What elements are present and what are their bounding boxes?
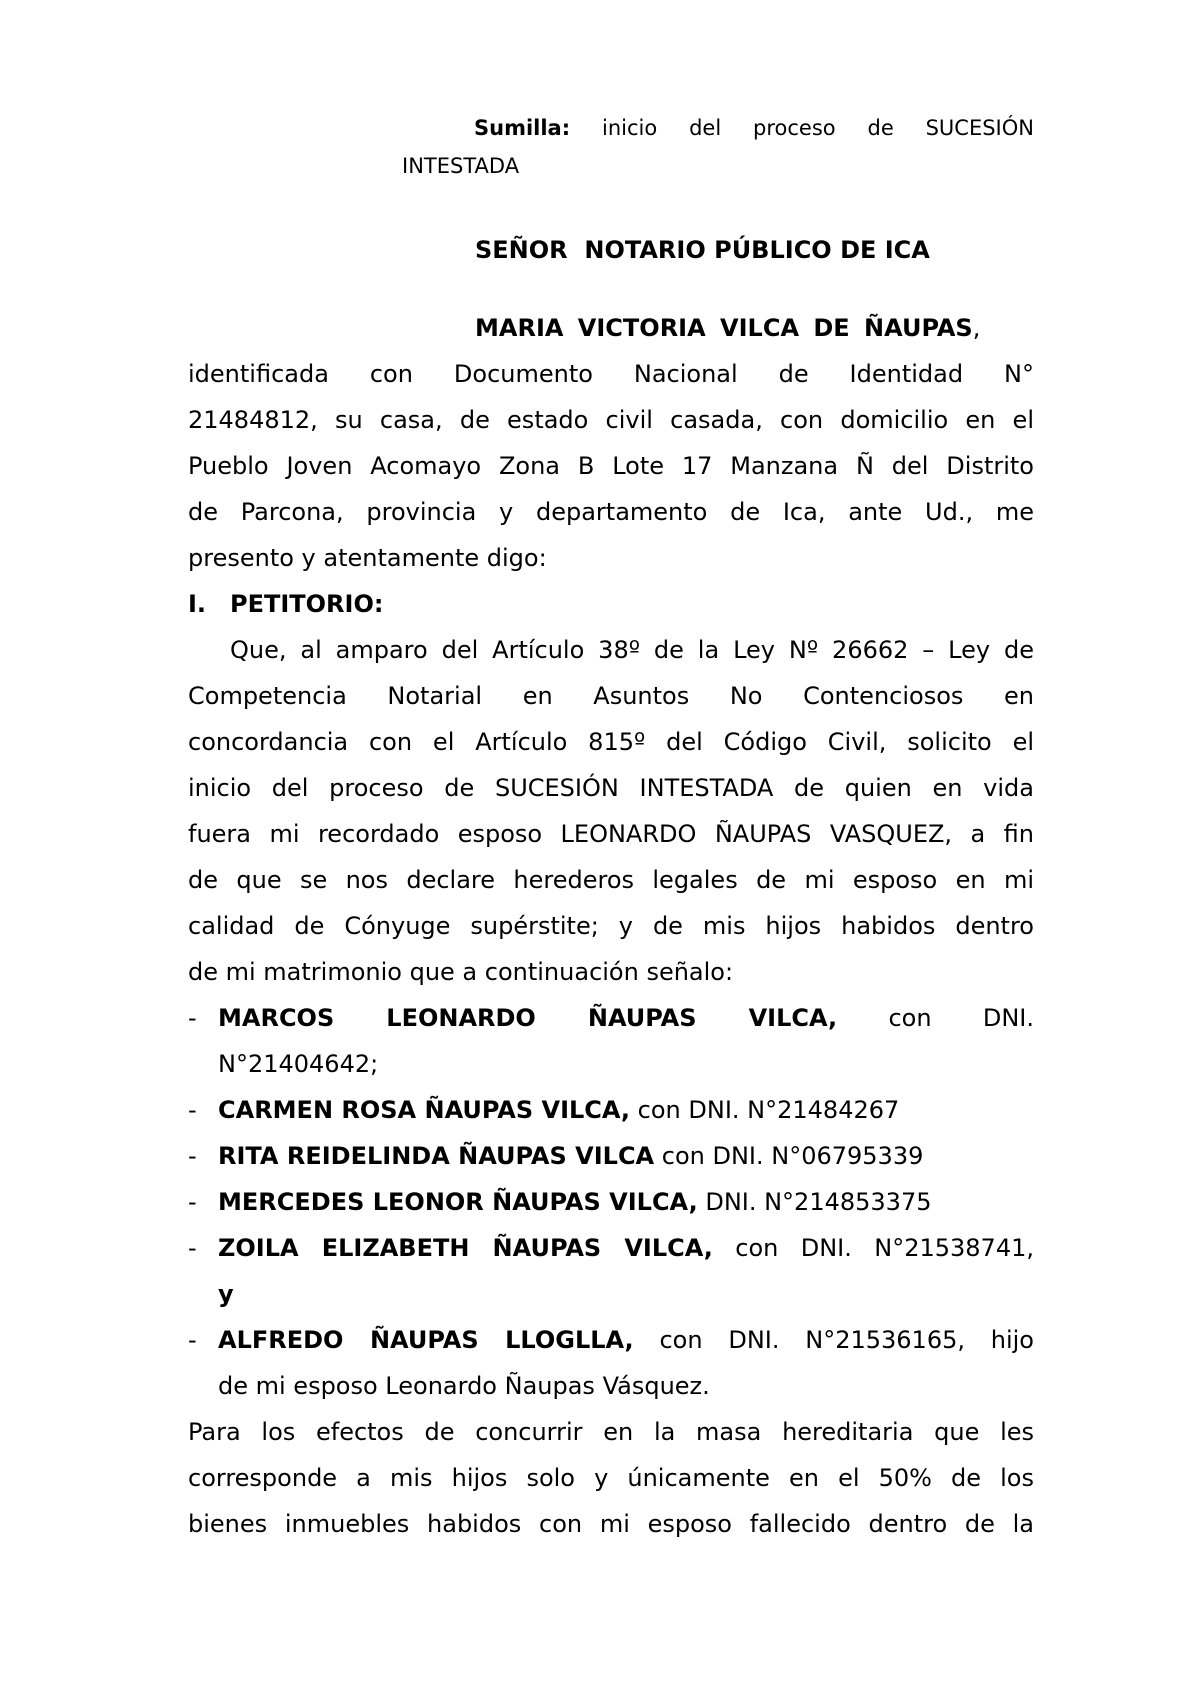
sumilla-label: Sumilla:: [474, 116, 571, 140]
list-dash: -: [188, 1096, 197, 1124]
sumilla-text: inicio del proceso de SUCESIÓN: [602, 116, 1034, 140]
closing-line: bienes inmuebles habidos con mi esposo fallecido dentro de la: [188, 1510, 1034, 1538]
petitioner-name: MARIA VICTORIA VILCA DE ÑAUPAS: [475, 314, 973, 342]
addressee-title: SEÑOR NOTARIO PÚBLICO DE ICA: [475, 236, 930, 264]
heir-item: [188, 1225, 1034, 1317]
heir-name: MARCOS LEONARDO ÑAUPAS VILCA,: [218, 1004, 838, 1032]
intro-line-2: identificada con Documento Nacional de Identidad N°: [188, 360, 1034, 388]
sumilla-line-2: INTESTADA: [402, 154, 520, 178]
petition-line: Competencia Notarial en Asuntos No Contenciosos en: [188, 682, 1034, 710]
heir-item: [188, 1133, 1034, 1179]
heir-dni: con DNI. N°21484267: [630, 1096, 900, 1124]
heir-name: CARMEN ROSA ÑAUPAS VILCA,: [218, 1096, 631, 1124]
document-body: [188, 305, 1034, 1547]
intro-line-6: presento y atentamente digo:: [188, 544, 547, 572]
heir-item: [188, 1317, 1034, 1409]
section-heading: [188, 581, 1034, 627]
list-dash: -: [188, 1188, 197, 1216]
heir-dni: con DNI. N°06795339: [654, 1142, 924, 1170]
sumilla-line-1: [474, 109, 1034, 147]
heir-note: de mi esposo Leonardo Ñaupas Vásquez.: [218, 1372, 710, 1400]
list-dash: -: [188, 1004, 197, 1032]
heir-name: ALFREDO ÑAUPAS LLOGLLA,: [218, 1326, 634, 1354]
heir-dni: con DNI. N°21538741,: [735, 1234, 1034, 1262]
heir-dni: N°21404642;: [218, 1050, 379, 1078]
section-number: I.: [188, 590, 207, 618]
closing-line: Para los efectos de concurrir en la masa hereditaria que les: [188, 1418, 1034, 1446]
list-dash: -: [188, 1142, 197, 1170]
list-dash: -: [188, 1326, 197, 1354]
heir-conjunction: y: [218, 1280, 234, 1308]
heir-dni: con DNI.: [888, 1004, 1034, 1032]
list-dash: -: [188, 1234, 197, 1262]
sumilla-block: [402, 109, 1034, 185]
heir-name: MERCEDES LEONOR ÑAUPAS VILCA,: [218, 1188, 698, 1216]
heir-name: ZOILA ELIZABETH ÑAUPAS VILCA,: [218, 1234, 713, 1262]
heir-item: [188, 1087, 1034, 1133]
heir-item: [188, 995, 1034, 1087]
heir-name: RITA REIDELINDA ÑAUPAS VILCA: [218, 1142, 655, 1170]
section-title: PETITORIO:: [230, 590, 384, 618]
petition-line: concordancia con el Artículo 815º del Código Civil, solicito el: [188, 728, 1034, 756]
petition-line: calidad de Cónyuge supérstite; y de mis hijos habidos dentro: [188, 912, 1034, 940]
petition-line: Que, al amparo del Artículo 38º de la Ley Nº 26662 – Ley de: [230, 636, 1034, 664]
intro-line-3: 21484812, su casa, de estado civil casada, con domicilio en el: [188, 406, 1034, 434]
intro-line-1: MARIA VICTORIA VILCA DE ÑAUPAS,: [475, 314, 981, 342]
intro-line-5: de Parcona, provincia y departamento de Ica, ante Ud., me: [188, 498, 1034, 526]
closing-line: corresponde a mis hijos solo y únicamente en el 50% de los: [188, 1464, 1034, 1492]
petition-line: de que se nos declare herederos legales de mi esposo en mi: [188, 866, 1034, 894]
heir-dni: con DNI. N°21536165, hijo: [659, 1326, 1034, 1354]
petition-line: fuera mi recordado esposo LEONARDO ÑAUPAS VASQUEZ, a fin: [188, 820, 1034, 848]
heir-item: [188, 1179, 1034, 1225]
intro-line-4: Pueblo Joven Acomayo Zona B Lote 17 Manzana Ñ del Distrito: [188, 452, 1034, 480]
heir-dni: DNI. N°214853375: [697, 1188, 932, 1216]
petition-line: inicio del proceso de SUCESIÓN INTESTADA de quien en vida: [188, 774, 1034, 802]
petition-line: de mi matrimonio que a continuación señalo:: [188, 958, 734, 986]
